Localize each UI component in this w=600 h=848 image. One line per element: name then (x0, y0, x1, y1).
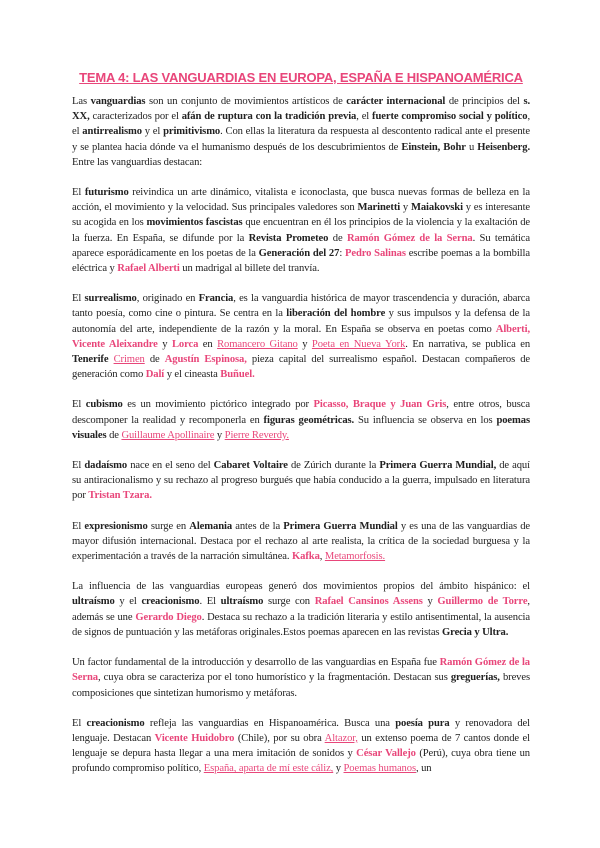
work-title-link[interactable]: Metamorfosis. (324, 551, 386, 563)
text-run: y (422, 596, 438, 608)
text-run: . Destaca su rechazo a la tradición literaria y estilo antisentimental, la ausencia de signos de puntuación y las metáforas originales.Estos poemas aparecen en las revistas (72, 611, 530, 638)
text-run: breves composiciones que sintetizan humorismo y metáforas. (72, 672, 530, 699)
bold-term: surrealismo (84, 293, 137, 305)
text-run: y es una de las vanguardias de mayor difusión internacional. Destaca por el rechazo al arte realista, la crítica de la sociedad burguesa y la experimentación a través de la narración simultánea. (72, 520, 530, 563)
bold-term: Maiakovski (410, 202, 463, 214)
text-run: escribe poemas a la bombilla eléctrica y (72, 247, 530, 275)
text-run: , un (415, 763, 432, 775)
author-name: Ramón Gómez de la Serna (72, 657, 530, 684)
bold-term: Heisenberg. (477, 141, 530, 153)
text-run: caracterizados por el (89, 111, 182, 123)
bold-term: ultraísmo (220, 596, 264, 608)
text-run: , cuya obra se caracteriza por el tono humorístico y la fragmentación. Destacan sus (98, 672, 451, 684)
author-name: Kafka (292, 551, 320, 563)
text-run: Las (72, 96, 91, 107)
work-title-link[interactable]: Poemas humanos (343, 763, 416, 775)
text-run: , el (356, 111, 373, 123)
work-title-link[interactable]: Guillaume Apollinaire (121, 429, 215, 441)
work-title-link[interactable]: Pierre Reverdy. (224, 429, 289, 441)
paragraph-1 (72, 94, 530, 170)
text-run: El (72, 460, 85, 472)
text-run: nace en el seno del (127, 460, 214, 472)
author-name: Vicente Huidobro (154, 732, 235, 744)
text-run: . El (199, 596, 221, 608)
text-run: y (214, 429, 225, 441)
bold-term: expresionismo (84, 520, 148, 532)
paragraph-4 (72, 397, 530, 443)
text-run: El (72, 293, 85, 305)
paragraph-5 (72, 458, 530, 504)
text-run: y renovadora del lenguaje. Destacan (72, 717, 531, 744)
text-run: El (72, 717, 87, 729)
text-run: y es interesante su acogida en los (72, 202, 531, 229)
bold-term: liberación del hombre (286, 308, 386, 320)
text-run: El (72, 520, 85, 532)
author-name: Pedro Salinas (344, 247, 406, 259)
text-run: , originado en (136, 293, 199, 305)
author-name: Rafael Alberti (117, 263, 180, 275)
text-run: y (157, 338, 172, 350)
paragraph-3 (72, 291, 530, 382)
author-name: Tristan Tzara. (88, 490, 152, 502)
text-run: , (319, 551, 325, 563)
text-run: Un factor fundamental de la introducción y desarrollo de las vanguardias en España fue (72, 657, 440, 669)
paragraph-8 (72, 655, 530, 701)
text-run: un madrigal al billete del tranvía. (179, 263, 320, 275)
text-run: (Chile), por su obra (234, 732, 325, 744)
document-title: TEMA 4: LAS VANGUARDIAS EN EUROPA, ESPAÑA E HISPANOAMÉRICA (79, 70, 523, 85)
bold-term: Primera Guerra Mundial (283, 520, 398, 532)
text-run: de aquí su antiracionalismo y su rechazo al progreso burgués que había conducido a la guerra, impulsado en literatura por (72, 460, 530, 502)
bold-term: fuerte compromiso social y político (372, 111, 528, 123)
bold-term: futurismo (84, 187, 129, 199)
text-run: y sus impulsos y la defensa de la autonomía del arte, independiente de la razón y la moral. En España se observa en poetas como (72, 308, 531, 335)
bold-term: Einstein, Bohr (401, 141, 466, 153)
work-title-link[interactable]: España, aparta de mí este cáliz, (203, 763, 334, 775)
bold-term: Tenerife (72, 354, 109, 366)
work-title-link[interactable]: Crimen (113, 354, 145, 366)
document-body (72, 94, 530, 777)
author-name: Gerardo Diego (135, 611, 202, 623)
text-run: El (72, 399, 86, 411)
paragraph-2 (72, 185, 530, 276)
bold-term: poemas visuales (72, 414, 530, 441)
text-run: que encuentran en él los principios de la violencia y la exaltación de la fuerza. En España, se difunde por la (72, 217, 531, 244)
work-title-link[interactable]: Romancero Gitano (217, 338, 298, 350)
text-run: son un conjunto de movimientos artísticos de (145, 96, 347, 107)
bold-term: creacionismo (141, 596, 200, 608)
document-page (72, 70, 530, 792)
paragraph-7 (72, 579, 530, 640)
text-run: pieza capital del surrealismo español. Destacan compañeros de generación como (72, 354, 531, 381)
bold-term: Grecia y Ultra. (442, 626, 509, 638)
work-title-link[interactable]: Altazor, (324, 732, 358, 744)
text-run: y el (141, 126, 164, 138)
bold-term: dadaísmo (84, 460, 128, 472)
text-run: . Con ellas la literatura da respuesta al descontento radical ante el presente y se plantea hacia dónde va el humanismo después de los descubrimientos de (72, 126, 530, 153)
text-run: , entre otros, busca descomponer la realidad y recomponerla en (72, 399, 530, 426)
text-run: , es la vanguardia histórica de mayor trascendencia y duración, abarca tanto poesía, como cine o pintura. Se centra en la (72, 293, 530, 320)
text-run: y el cineasta (164, 369, 221, 381)
bold-term: greguerías, (450, 672, 500, 684)
bold-term: ultraísmo (72, 596, 115, 608)
text-run: y (297, 338, 312, 350)
text-run: y (400, 202, 411, 214)
author-name: Ramón Gómez de la Serna (346, 232, 473, 244)
author-name: Lorca (171, 338, 199, 350)
text-run: La influencia de las vanguardias europeas generó dos movimientos propios del ámbito hispánico: el (72, 581, 530, 593)
text-run: antes de la (232, 520, 284, 532)
author-name: Guillermo de Torre (437, 596, 528, 608)
text-run: . En narrativa, se publica en (405, 338, 531, 350)
bold-term: Primera Guerra Mundial, (379, 460, 497, 472)
text-run: , además se une (72, 596, 530, 623)
author-name: Rafael Cansinos Assens (314, 596, 423, 608)
text-run: surge con (263, 596, 315, 608)
text-run: surge en (147, 520, 190, 532)
bold-term: carácter internacional (346, 96, 446, 107)
text-run: , el (72, 111, 531, 138)
bold-term: cubismo (85, 399, 123, 411)
text-run: de (328, 232, 347, 244)
bold-term: poesía pura (395, 717, 450, 729)
text-run: es un movimiento pictórico integrado por (122, 399, 314, 411)
bold-term: s. XX, (72, 96, 531, 123)
paragraph-6 (72, 519, 530, 565)
text-run: u (465, 141, 478, 153)
text-run: (Perú), cuya obra tiene un profundo compromiso político, (72, 748, 531, 775)
text-run: Entre las vanguardias destacan: (72, 156, 203, 168)
text-run: en (198, 338, 218, 350)
work-title-link[interactable]: Poeta en Nueva York (311, 338, 406, 350)
bold-term: Alemania (189, 520, 233, 532)
author-name: César Vallejo (356, 748, 416, 760)
bold-term: Francia (198, 293, 234, 305)
bold-term: creacionismo (86, 717, 145, 729)
text-run: y el (114, 596, 142, 608)
text-run: de (144, 354, 165, 366)
bold-term: Generación del 27 (258, 247, 340, 259)
author-name: Picasso, Braque y Juan Gris (313, 399, 447, 411)
author-name: Buñuel. (220, 369, 255, 381)
bold-term: figuras geométricas. (263, 414, 355, 426)
bold-term: Cabaret Voltaire (213, 460, 288, 472)
text-run: y (333, 763, 344, 775)
text-run: de Zúrich durante la (287, 460, 380, 472)
text-run: Su influencia se observa en los (354, 414, 497, 426)
text-run: refleja las vanguardias en Hispanoamérica. Busca una (144, 717, 396, 729)
text-run: de principios del (445, 96, 524, 107)
author-name: Alberti, Vicente Aleixandre (72, 323, 530, 350)
bold-term: afán de ruptura con la tradición previa (181, 111, 357, 123)
text-run: reivindica un arte dinámico, vitalista e iconoclasta, que busca nuevas formas de belleza en la acción, el movimiento y la velocidad. Sus principales valedores son (72, 187, 530, 214)
bold-term: primitivismo (163, 126, 221, 138)
bold-term: antirrealismo (82, 126, 142, 138)
text-run: un extenso poema de 7 cantos donde el lenguaje se depura hasta llegar a una mera imitación de sonidos y (72, 732, 530, 760)
text-run: . Su temática aparece esporádicamente en los poetas de la (72, 232, 531, 259)
text-run: : (339, 247, 345, 259)
bold-term: Marinetti (357, 202, 401, 214)
bold-term: vanguardias (90, 96, 146, 107)
bold-term: Revista Prometeo (248, 232, 329, 244)
author-name: Dalí (145, 369, 165, 381)
text-run: de (106, 429, 122, 441)
paragraph-9 (72, 716, 530, 777)
bold-term: movimientos fascistas (146, 217, 243, 229)
author-name: Agustín Espinosa, (164, 354, 247, 366)
text-run: El (72, 187, 85, 199)
